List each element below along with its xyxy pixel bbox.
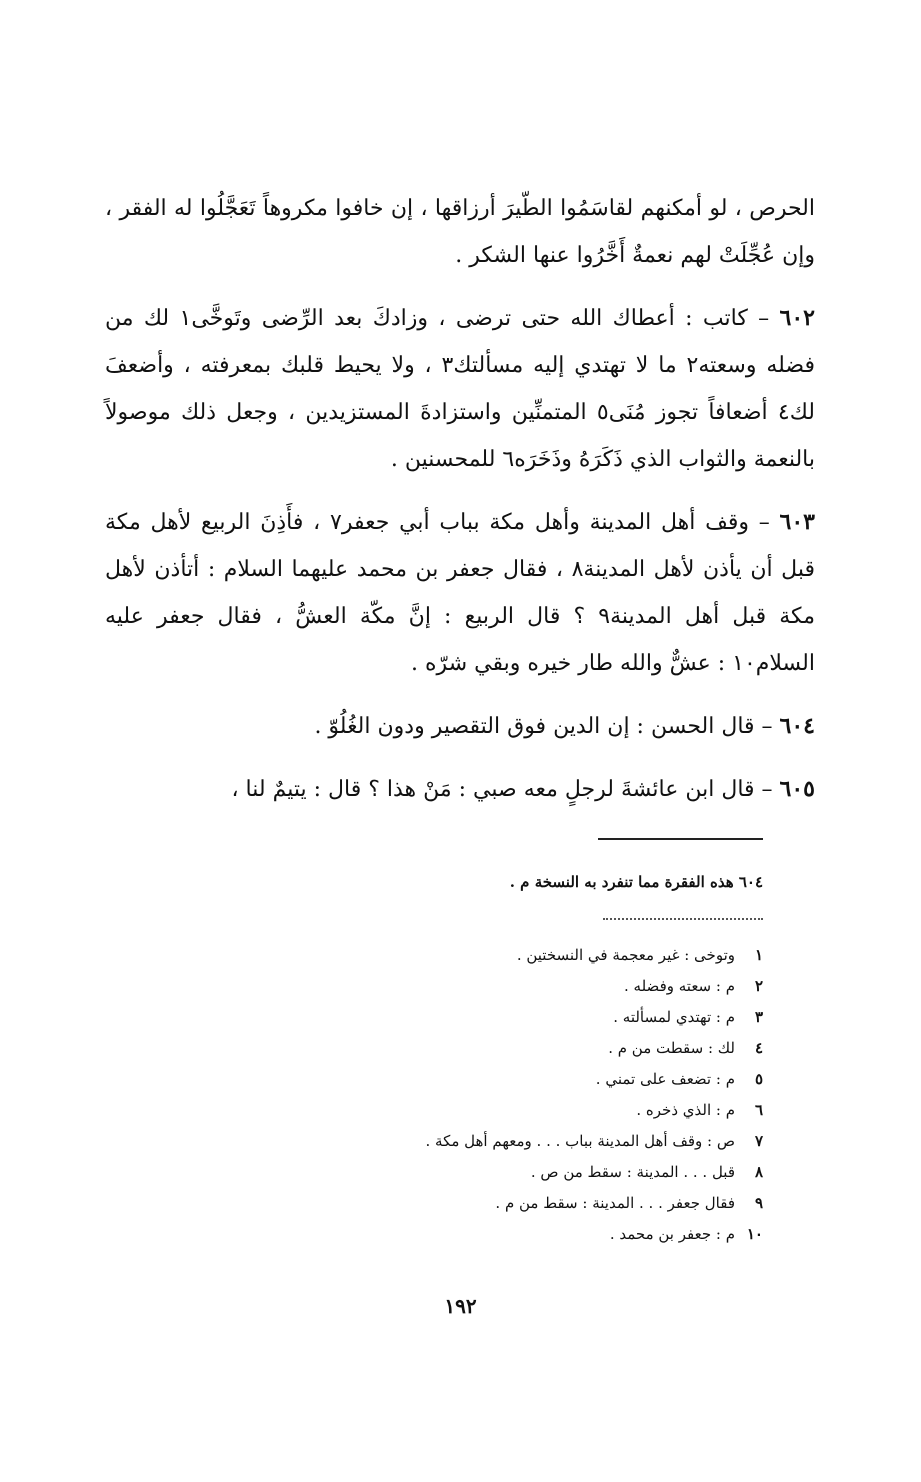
footnote-text: لك : سقطت من م . (608, 1039, 735, 1057)
footnote-text: م : تضعف على تمني . (595, 1070, 735, 1088)
dotted-separator (603, 918, 763, 920)
footnotes-section (143, 838, 763, 1250)
paragraph-605 (105, 766, 815, 813)
footnote-text: م : تهتدي لمسألته . (613, 1008, 735, 1026)
footnote-item (143, 1033, 763, 1064)
footnote-number: ٤ (754, 1039, 763, 1057)
footnote-list (143, 940, 763, 1250)
footnote-item (143, 1219, 763, 1250)
footnote-item (143, 1095, 763, 1126)
footnote-number: ٧ (754, 1132, 763, 1150)
footnote-item (143, 1126, 763, 1157)
footnote-number: ٥ (754, 1070, 763, 1088)
footnote-item (143, 1188, 763, 1219)
paragraph-continuation (105, 185, 815, 279)
footnote-number: ٨ (754, 1163, 763, 1181)
footnote-text: وتوخى : غير معجمة في النسختين . (516, 946, 735, 964)
paragraph-text: – كاتب : أعطاك الله حتى ترضى ، وزادكَ بعد الرِّضى وتَوخَّى١ لك من فضله وسعته٢ ما لا تهتدي إليه مسألتك٣ ، ولا يحيط قلبك بمعرفته ، وأضعفَ لك٤ أضعافاً تجوز مُنَى٥ المتمنِّين واستزادةَ المستزيدين ، وجعل ذلك موصولاً بالنعمة والثواب الذي ذَكَرَهُ وذَخَرَه٦ للمحسنين . (105, 306, 815, 472)
paragraph-603 (105, 499, 815, 687)
footnote-text: ص : وقف أهل المدينة بباب . . . ومعهم أهل مكة . (425, 1132, 735, 1150)
footnote-text: م : جعفر بن محمد . (609, 1225, 735, 1243)
footnote-separator (598, 838, 763, 840)
footnote-item (143, 1157, 763, 1188)
paragraph-number: ٦٠٥ (779, 776, 815, 802)
footnote-number: ٢ (754, 977, 763, 995)
footnote-number: ١٠ (746, 1225, 763, 1243)
paragraph-number: ٦٠٢ (779, 305, 815, 331)
paragraph-text: – قال الحسن : إن الدين فوق التقصير ودون الغُلُوّ . (314, 714, 773, 739)
footnote-text: فقال جعفر . . . المدينة : سقط من م . (495, 1194, 735, 1212)
footnote-item (143, 1064, 763, 1095)
paragraph-text: – وقف أهل المدينة وأهل مكة بباب أبي جعفر٧ ، فأَذِنَ الربيع لأهل مكة قبل أن يأذن لأهل المدينة٨ ، فقال جعفر بن محمد عليهما السلام : أتأذن لأهل مكة قبل أهل المدينة٩ ؟ قال الربيع : إنَّ مكّة العشُّ ، فقال جعفر عليه السلام١٠ : عشٌّ والله طار خيره وبقي شرّه . (105, 510, 815, 676)
footnote-text: قبل . . . المدينة : سقط من ص . (530, 1163, 735, 1181)
page-number: ١٩٢ (444, 1294, 477, 1318)
paragraph-number: ٦٠٣ (779, 509, 815, 535)
paragraph-text: الحرص ، لو أمكنهم لقاسَمُوا الطّيرَ أرزاقها ، إن خافوا مكروهاً تَعَجَّلُوا له الفقر ، وإن عُجِّلَتْ لهم نعمةٌ أَخَّرُوا عنها الشكر . (105, 196, 815, 268)
paragraph-note: ٦٠٤ هذه الفقرة مما تنفرد به النسخة م . (509, 873, 763, 891)
paragraph-text: – قال ابن عائشةَ لرجلٍ معه صبي : مَنْ هذا ؟ قال : يتيمٌ لنا ، (231, 777, 773, 802)
footnote-number: ١ (754, 946, 763, 964)
footnote-number: ٦ (754, 1101, 763, 1119)
footnote-item (143, 971, 763, 1002)
paragraph-number: ٦٠٤ (779, 713, 815, 739)
footnote-number: ٣ (754, 1008, 763, 1026)
main-text (105, 185, 815, 829)
footnote-number: ٩ (754, 1194, 763, 1212)
paragraph-602 (105, 295, 815, 483)
paragraph-604 (105, 703, 815, 750)
footnote-text: م : الذي ذخره . (636, 1101, 735, 1119)
footnote-text: م : سعته وفضله . (624, 977, 735, 995)
footnote-item (143, 940, 763, 971)
footnote-item (143, 1002, 763, 1033)
